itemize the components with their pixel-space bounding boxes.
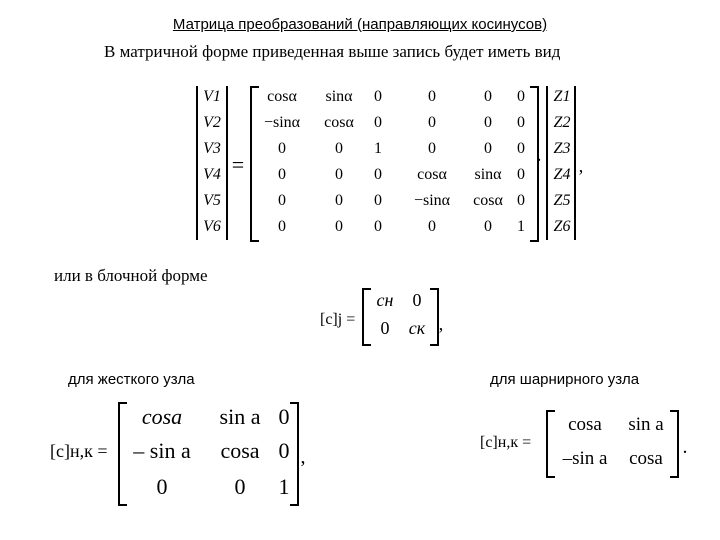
matrix-cell: 0 (484, 140, 492, 157)
rigid-matrix-cell: 0 (278, 404, 290, 429)
rigid-matrix-cell: cosa (141, 404, 183, 429)
matrix-cell: 0 (428, 114, 436, 131)
block-form-caption: или в блочной форме (54, 266, 208, 285)
trailing-comma: , (578, 156, 584, 176)
matrix-cell: 0 (517, 166, 525, 183)
vector-v-entry: V5 (203, 192, 221, 209)
matrix-cell: 0 (428, 218, 436, 235)
rigid-matrix-cell: – sin a (133, 438, 191, 463)
rigid-lhs: [c]н,к = (50, 441, 108, 461)
rigid-matrix-cell: 1 (278, 474, 290, 499)
matrix-cell: 0 (484, 114, 492, 131)
vector-z-entry: Z1 (553, 88, 571, 105)
hinged-right-bracket (670, 410, 679, 478)
matrix-cell: 0 (374, 88, 382, 105)
matrix-cell: sinα (325, 88, 353, 105)
vector-v-entry: V2 (203, 114, 221, 131)
vector-v-entry: V4 (203, 166, 221, 183)
matrix-cell: 0 (278, 140, 286, 157)
vector-v-entry: V1 (203, 88, 221, 105)
vector-v-entry: V3 (203, 140, 221, 157)
matrix-cell: 0 (374, 166, 382, 183)
matrix-cell: 0 (278, 192, 286, 209)
hinged-matrix-cell: cosa (568, 414, 602, 435)
matrix-cell: 0 (335, 140, 343, 157)
hinged-matrix-cell: sin a (628, 414, 664, 435)
lhs-right-bar (226, 86, 228, 240)
block-comma: , (438, 314, 444, 334)
matrix-cell: 0 (517, 192, 525, 209)
intro-text: В матричной форме приведенная выше запись будет иметь вид (104, 42, 561, 61)
matrix-cell: cosα (417, 166, 447, 183)
matrix-cell: 0 (517, 88, 525, 105)
rigid-node-caption: для жесткого узла (68, 371, 195, 388)
matrix-cell: 0 (278, 218, 286, 235)
hinged-matrix-cell: cosa (629, 448, 663, 469)
matrix-cell: 0 (484, 218, 492, 235)
block-matrix-cell: cк (408, 318, 426, 338)
matrix-cell: 1 (374, 140, 382, 157)
vector-z-entry: Z6 (553, 218, 571, 235)
page-title: Матрица преобразований (направляющих косинусов) (172, 16, 548, 33)
matrix-cell: sinα (474, 166, 502, 183)
matrix-cell: 1 (517, 218, 525, 235)
rigid-matrix-cell: 0 (156, 474, 168, 499)
block-left-bracket (362, 288, 371, 346)
lhs-left-bar (196, 86, 198, 240)
matrix-cell: 0 (374, 218, 382, 235)
matrix-cell: 0 (374, 192, 382, 209)
rigid-matrix-cell: 0 (234, 474, 246, 499)
rigid-matrix-cell: cosa (220, 438, 260, 463)
rhs-left-bar (546, 86, 548, 240)
matrix-cell: cosα (267, 88, 297, 105)
matrix-cell: 0 (484, 88, 492, 105)
hinged-node-caption: для шарнирного узла (490, 371, 640, 388)
matrix-cell: cosα (473, 192, 503, 209)
hinged-dot: . (682, 436, 688, 458)
hinged-lhs: [c]н,к = (480, 434, 532, 451)
matrix-cell: 0 (374, 114, 382, 131)
rigid-matrix-cell: 0 (278, 438, 290, 463)
matrix-cell: 0 (335, 192, 343, 209)
matrix-cell: 0 (517, 140, 525, 157)
block-matrix-cell: cн (376, 290, 394, 310)
vector-z-entry: Z4 (553, 166, 571, 183)
block-matrix-cell: 0 (380, 318, 390, 338)
matrix-cell: cosα (324, 114, 354, 131)
rigid-matrix-cell: sin a (219, 404, 261, 429)
vector-z-entry: Z5 (553, 192, 571, 209)
vector-z-entry: Z3 (553, 140, 571, 157)
matrix-cell: 0 (278, 166, 286, 183)
matrix-cell: 0 (428, 140, 436, 157)
vector-z-entry: Z2 (553, 114, 571, 131)
matrix-cell: 0 (517, 114, 525, 131)
equals-sign: = (231, 152, 245, 177)
product-dot: . (536, 144, 542, 166)
vector-v-entry: V6 (203, 218, 221, 235)
matrix-cell: −sinα (263, 114, 301, 131)
matrix-cell: 0 (335, 166, 343, 183)
block-matrix-cell: 0 (412, 290, 422, 310)
rigid-comma: , (300, 446, 306, 468)
matrix-cell: −sinα (413, 192, 451, 209)
matrix-cell: 0 (428, 88, 436, 105)
block-lhs: [c]j = (320, 311, 356, 328)
hinged-matrix-cell: –sin a (562, 448, 608, 469)
matrix-cell: 0 (335, 218, 343, 235)
